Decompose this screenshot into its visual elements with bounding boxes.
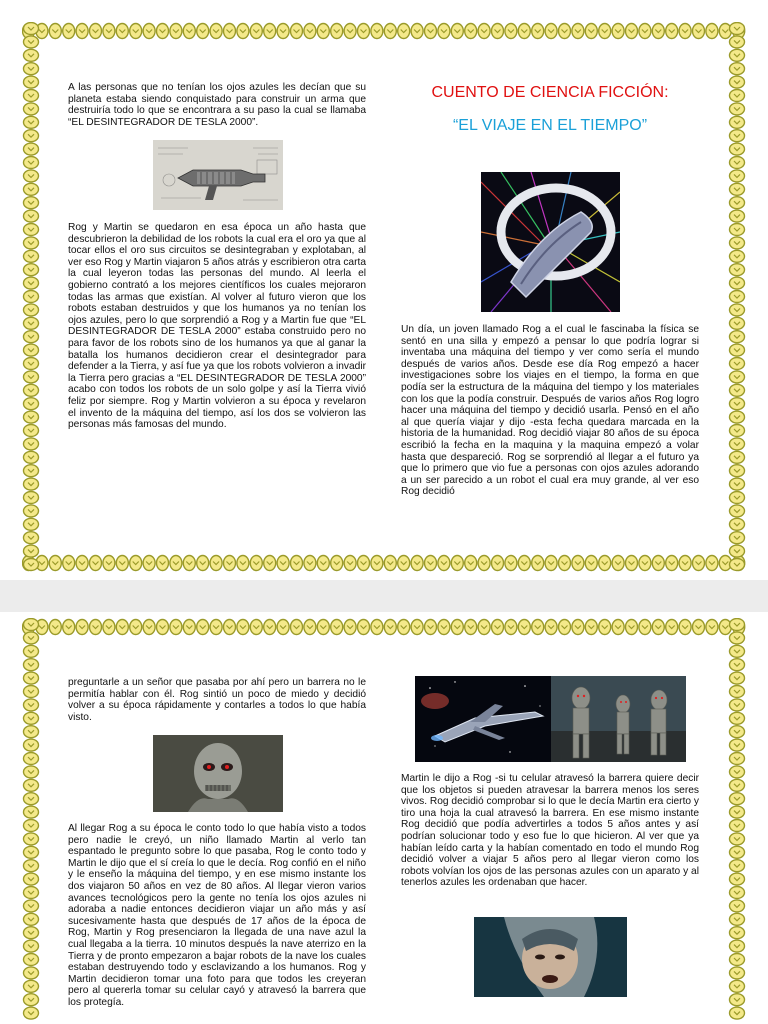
weapon-illustration-image — [153, 140, 283, 210]
story-subtitle: “EL VIAJE EN EL TIEMPO” — [452, 117, 648, 134]
paragraph-barrier: preguntarle a un señor que pasaba por ahí pero un barrera no le permitía hablar con él. Rog sintió un poco de miedo y decidió volver a su época rápidamente y contarles a todos lo que había visto. — [68, 677, 366, 723]
time-machine-image — [481, 172, 620, 312]
page-gap — [0, 580, 768, 612]
decorative-border-left — [22, 618, 40, 1024]
decorative-border-right — [728, 22, 746, 572]
paragraph-tesla-weapon: A las personas que no tenían los ojos azules les decían que su planeta estaba siendo conquistado para construir un arma que destruiría todo lo que se encontrara a su paso la cual se llamaba “EL DESINTEGRADOR DE TESLA 2000”. — [68, 82, 366, 128]
paragraph-barrier-solution: Martin le dijo a Rog -si tu celular atravesó la barrera quiere decir que los objetos si pueden atravesar la barrera menos los seres vivos. Rog decidió comprobar si lo que le decía Martin era cierto y tiro una hoja la cual atravesó la barrera. En ese mismo instante Rog decidió que podía advertirles a todos 5 años antes y así podrían solucionar todo y eso fue lo que hicieron. Al ver que ya habían leído carta y la habían comentado en todo el mundo Rog decidió volver a viajar 5 años pero al llegar vieron como los robots volvían los ojos de las personas azules con un aparato y al tenerlos azules les ordenaban que hacer. — [401, 773, 699, 889]
paragraph-robots-defeat: Rog y Martin se quedaron en esa época un año hasta que descubrieron la debilidad de los robots la cual era el oro ya que al tocar ellos el oro sus circuitos se desintegraban y explotaban, al ver eso Rog y Martin viajaron 5 años atrás y escribieron otra carta la cual leyeron todas las personas del mundo. Al leerla el gobierno contrató a los mejores científicos los cuales mejoraron todas las armas que existían. Al volver al futuro vieron que los robots estaban destruidos y que los humanos ya no tenían los ojos azules, pero lo que sorprendió a Rog y a Martin fue que “EL DESINTEGRADOR DE TESLA 2000” estaba construido pero no para favor de los robots sino de los humanos ya que al ganar la batalla los humanos decidieron crear el desintegrador para defender a la Tierra, y así fue ya que los robots volvieron a invadir la Tierra pero gracias a “EL DESINTEGRADOR DE TESLA 2000” acabo con todos los robots de un solo golpe y así la Tierra vivió feliz por siempre. Rog y Martin volvieron a su época y revelaron el invento de la máquina del tiempo, así los dos se volvieron las personas más famosas del mundo. — [68, 222, 366, 431]
decorative-border-bottom — [22, 554, 746, 572]
decorative-border-top — [22, 618, 746, 636]
helmet-face-image — [474, 917, 627, 997]
decorative-border-top — [22, 22, 746, 40]
terminator-robot-image — [153, 735, 283, 812]
paragraph-martin-meets-rog: Al llegar Rog a su época le conto todo lo que había visto a todos pero nadie le creyó, un niño llamado Martin al verlo tan espantado le pregunto sobre lo que pasaba, Rog le conto todo y Martin le dijo que el sí creía lo que le decía. Rog confió en el niño y le enseño la máquina del tiempo, y en ese mismo instante los dos viajaron 50 años en vez de 80 años. Al llegar vieron varios avances tecnológicos pero la gente no tenía los ojos azules ni adoraba a nadie entonces decidieron viajar un año más y así sucesivamente hasta que después de 17 años de la época de Rog, Martin y Rog presenciaron la llegada de una nave azul la cual llegaba a la tierra. 10 minutos después la nave aterrizo en la Tierra y de pronto empezaron a bajar robots de la nave los cuales estaban destruyendo todo y esclavizando a los humanos. Rog y Martin decidieron tomar una foto para que todos les creyeran pero al quererla tomar su celular cayó y atravesó la barrera que los protegía. — [68, 823, 366, 1008]
paragraph-rog-introduction: Un día, un joven llamado Rog a el cual le fascinaba la física se sentó en una silla y empezó a pensar lo que podría lograr si inventaba una máquina del tiempo y ver como sería el mundo después de varios años. Desde ese día Rog empezó a hacer investigaciones sobre los viajes en el tiempo, la forma en que podía ser la estructura de la máquina del tiempo y los materiales con los que la podía construir. Después de varios años Rog logro hacer una máquina del tiempo y decidió usarla. Pensó en el año al que quería viajar y dijo -esta fecha quedara marcada en la historia de la humanidad. Rog decidió viajar 80 años de su época escribió la fecha en la maquina y la maquina empezó a volar hasta que despareció. Rog se sorprendió al llegar a el futuro ya que lo primero que vio fue a personas con ojos azules adorando a un ser parecido a un robot el cual era muy grande, al ver eso Rog decidió — [401, 324, 699, 498]
story-title: CUENTO DE CIENCIA FICCIÓN: — [431, 84, 669, 101]
page-2 — [0, 612, 768, 1024]
spaceship-image — [415, 676, 551, 762]
robots-army-image — [551, 676, 686, 762]
decorative-border-left — [22, 22, 40, 572]
decorative-border-right — [728, 618, 746, 1024]
